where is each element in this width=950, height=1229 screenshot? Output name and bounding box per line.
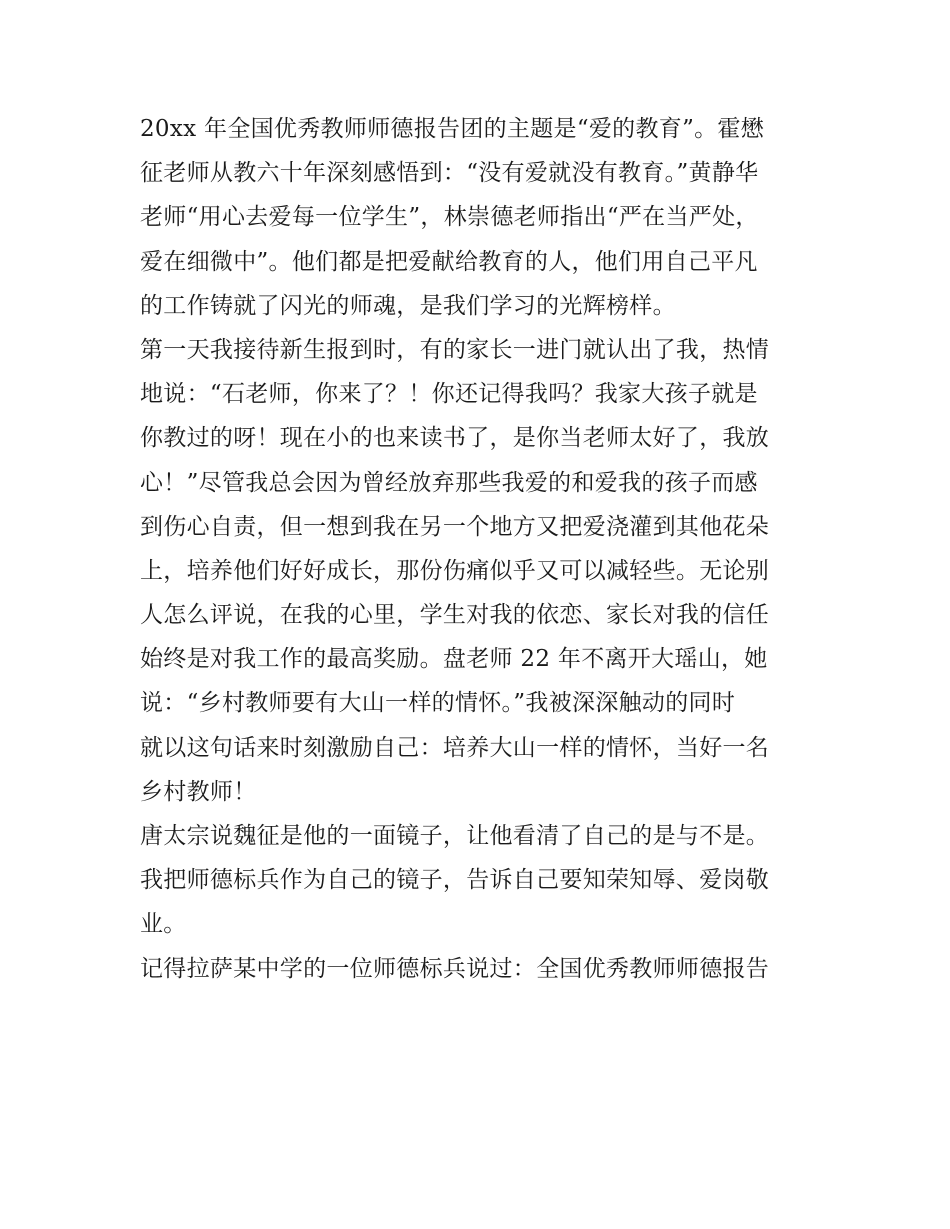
text-line: 老师“用心去爱每一位学生”，林崇德老师指出“严在当严处， [140,204,759,231]
text-line: 始终是对我工作的最高奖励。盘老师 22 年不离开大瑶山，她 [140,646,768,673]
text-line: 到伤心自责，但一想到我在另一个地方又把爱浇灌到其他花朵 [140,513,770,540]
text-line: 我把师德标兵作为自己的镜子，告诉自己要知荣知辱、爱岗敬 [140,867,770,894]
text-line: 记得拉萨某中学的一位师德标兵说过：全国优秀教师师德报告 [140,955,770,982]
text-line: 你教过的呀！现在小的也来读书了，是你当老师太好了，我放 [140,425,770,452]
text-line: 心！”尽管我总会因为曾经放弃那些我爱的和爱我的孩子而感 [140,469,758,496]
text-line: 地说：“石老师，你来了？！你还记得我吗？我家大孩子就是 [140,381,758,408]
text-line: 业。 [140,911,187,938]
text-line: 就以这句话来时刻激励自己：培养大山一样的情怀，当好一名 [140,734,770,761]
body-text [140,107,820,991]
text-line: 乡村教师！ [140,778,257,805]
text-line: 爱在细微中”。他们都是把爱献给教育的人，他们用自己平凡 [140,248,758,275]
text-line: 说：“乡村教师要有大山一样的情怀。”我被深深触动的同时 [140,690,736,717]
text-line: 第一天我接待新生报到时，有的家长一进门就认出了我，热情 [140,336,770,363]
text-line: 人怎么评说，在我的心里，学生对我的依恋、家长对我的信任 [140,602,770,629]
text-line: 的工作铸就了闪光的师魂，是我们学习的光辉榜样。 [140,292,676,319]
text-line: 征老师从教六十年深刻感悟到：“没有爱就没有教育。”黄静华 [140,160,759,187]
text-line: 20xx 年全国优秀教师师德报告团的主题是“爱的教育”。霍懋 [140,116,765,142]
text-line: 唐太宗说魏征是他的一面镜子，让他看清了自己的是与不是。 [140,823,770,849]
text-line: 上，培养他们好好成长，那份伤痛似乎又可以减轻些。无论别 [140,557,770,584]
